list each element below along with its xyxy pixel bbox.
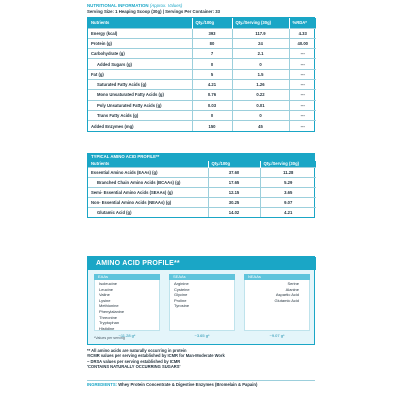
amino-qty-per-serving: 11.28	[260, 167, 316, 177]
eaas-column	[94, 274, 160, 338]
amino-nutrient-name: Essential Amino Acids (EAAs) (g)	[88, 167, 208, 177]
rda-value: 4.33	[289, 28, 316, 38]
header-nutrients: Nutrients	[88, 18, 192, 28]
nutrition-row	[88, 100, 316, 110]
ingredients-text: Whey Protein Concentrate & Digestive Enzymes (Bromelain & Papain)	[118, 382, 258, 387]
qty-per-serving: 45	[232, 121, 289, 131]
rda-value: ---	[289, 49, 316, 59]
footnote: #ICMR values per serving established by ICMR for Man-Moderate Work	[87, 353, 225, 359]
nutrition-row	[88, 69, 316, 79]
amino-qty-per-serving: 5.29	[260, 177, 316, 187]
amino-acid-item: Leucine	[99, 286, 114, 292]
eaas-total: ~11.28 g*	[118, 333, 136, 338]
amino-qty-per-serving: 9.07	[260, 197, 316, 207]
amino-header-per-serving: Qty./Serving (30g)	[260, 161, 316, 168]
amino-row	[88, 207, 316, 217]
rda-value: ---	[289, 69, 316, 79]
nutrition-title-sub: (Approx. Values)	[149, 3, 183, 8]
nutrient-name: Carbohydrate (g)	[88, 49, 192, 59]
nutrition-row	[88, 79, 316, 89]
nutrient-name: Protein (g)	[88, 38, 192, 48]
nutrition-row	[88, 49, 316, 59]
eaas-list	[94, 280, 160, 331]
header-per-serving: Qty./Serving (30g)	[232, 18, 289, 28]
eaas-column-head: EAAs	[94, 274, 160, 280]
rda-value: ---	[289, 79, 316, 89]
qty-per-100g: 0	[192, 59, 232, 69]
rda-value: ---	[289, 59, 316, 69]
qty-per-serving: 0	[232, 110, 289, 120]
amino-qty-per-100g: 12.15	[208, 187, 260, 197]
amino-header-per-100g: Qty./100g	[208, 161, 260, 168]
product-label	[87, 3, 315, 397]
amino-acid-item: Tyrosine	[174, 303, 190, 309]
qty-per-serving: 0.22	[232, 90, 289, 100]
amino-qty-per-serving: 4.21	[260, 207, 316, 217]
seaas-column-head: SEAAs	[169, 274, 235, 280]
rda-value: ---	[289, 110, 316, 120]
nutrient-name: Added Enzymes (mg)	[88, 121, 192, 131]
header-per-100g: Qty./100g	[192, 18, 232, 28]
amino-summary-title: TYPICAL AMINO ACID PROFILE**	[88, 154, 314, 161]
nutrition-row	[88, 90, 316, 100]
neaas-column-head: NEAAs	[244, 274, 310, 280]
seaas-total: ~3.65 g*	[194, 333, 210, 338]
amino-nutrient-name: Non- Essential Amino Acids (NEAAs) (g)	[88, 197, 208, 207]
footnote: 'CONTAINS NATURALLY OCCURRING SUGARS'	[87, 363, 181, 369]
amino-acid-item: Arginine	[174, 281, 189, 286]
amino-acid-item: Phenylalanine	[99, 308, 125, 314]
amino-header-nutrients: Nutrients	[88, 161, 208, 168]
amino-acid-item: Proline	[174, 297, 187, 303]
amino-acid-item: Serine	[287, 281, 299, 286]
qty-per-100g: 150	[192, 121, 232, 131]
rda-value: ---	[289, 100, 316, 110]
per-serving-note: *Values per serving	[94, 336, 125, 340]
qty-per-serving: 1.5	[232, 69, 289, 79]
qty-per-100g: 80	[192, 38, 232, 48]
footnotes	[87, 348, 315, 369]
amino-acid-item: Valine	[99, 292, 110, 298]
amino-qty-per-100g: 14.02	[208, 207, 260, 217]
amino-acid-item: Isoleucine	[99, 281, 118, 286]
qty-per-serving: 2.1	[232, 49, 289, 59]
ingredients-line	[87, 380, 315, 388]
qty-per-serving: 24	[232, 38, 289, 48]
amino-qty-per-100g: 17.65	[208, 177, 260, 187]
nutrition-title-text: NUTRITIONAL INFORMATION	[87, 3, 149, 8]
neaas-list	[244, 280, 310, 331]
amino-profile-banner: AMINO ACID PROFILE**	[88, 257, 316, 270]
footnote: ** All amino acids are naturally occurring in protein	[87, 348, 187, 353]
header-rda: %RDA*	[289, 18, 316, 28]
nutrient-name: Fat (g)	[88, 69, 192, 79]
amino-acid-item: Methionine	[99, 303, 119, 309]
amino-nutrient-name: Branched Chain Amino Acids (BCAAs) (g)	[88, 177, 208, 187]
neaas-total: ~9.07 g*	[269, 333, 285, 338]
rda-value: 40.00	[289, 38, 316, 48]
qty-per-serving: 117.9	[232, 28, 289, 38]
nutrient-name: Added Sugars (g)	[88, 59, 192, 69]
nutrition-row	[88, 38, 316, 48]
amino-nutrient-name: Glutamic Acid (g)	[88, 207, 208, 217]
nutrition-table	[87, 17, 315, 132]
nutrition-row	[88, 28, 316, 38]
qty-per-100g: 5	[192, 69, 232, 79]
amino-acid-item: Alanine	[285, 286, 299, 292]
ingredients-label: INGREDIENTS:	[87, 382, 118, 387]
qty-per-100g: 0	[192, 110, 232, 120]
amino-qty-per-100g: 37.60	[208, 167, 260, 177]
amino-row	[88, 187, 316, 197]
amino-row	[88, 167, 316, 177]
nutrient-name: Saturated Fatty Acids (g)	[88, 79, 192, 89]
amino-row	[88, 177, 316, 187]
nutrition-row	[88, 59, 316, 69]
qty-per-100g: 0.03	[192, 100, 232, 110]
amino-qty-per-100g: 30.25	[208, 197, 260, 207]
amino-acid-item: Tryptophan	[99, 320, 120, 326]
amino-acid-item: Threonine	[99, 314, 118, 320]
amino-acid-item: Aspartic Acid	[275, 292, 299, 298]
nutrition-row	[88, 121, 316, 131]
seaas-list	[169, 280, 235, 331]
amino-acid-item: Cysteine	[174, 286, 190, 292]
amino-acid-item: Histidine	[99, 325, 115, 331]
amino-acid-item: Glycine	[174, 292, 188, 298]
amino-row	[88, 197, 316, 207]
qty-per-100g: 4.21	[192, 79, 232, 89]
nutrient-name: Mono Unsaturated Fatty Acids (g)	[88, 90, 192, 100]
serving-info: Serving Size: 1 Heaping Scoop (30g) | Servings Per Container: 33	[87, 9, 221, 14]
neaas-column	[244, 274, 310, 338]
nutrition-header-row	[88, 18, 316, 28]
rda-value: ---	[289, 121, 316, 131]
nutrient-name: Energy (kcal)	[88, 28, 192, 38]
rda-value: ---	[289, 90, 316, 100]
qty-per-serving: 0	[232, 59, 289, 69]
amino-qty-per-serving: 3.65	[260, 187, 316, 197]
nutrient-name: Trans Fatty Acids (g)	[88, 110, 192, 120]
qty-per-100g: 7	[192, 49, 232, 59]
qty-per-serving: 1.26	[232, 79, 289, 89]
footnote: ~ DRSA values per serving established by ICMR	[87, 358, 181, 364]
qty-per-serving: 0.01	[232, 100, 289, 110]
amino-acid-item: Lysine	[99, 297, 111, 303]
amino-nutrient-name: Semi- Essential Amino Acids (SEAAs) (g)	[88, 187, 208, 197]
amino-acid-item: Glutamic Acid	[274, 297, 299, 303]
amino-summary-table	[87, 153, 315, 218]
qty-per-100g: 0.76	[192, 90, 232, 100]
qty-per-100g: 393	[192, 28, 232, 38]
nutrient-name: Poly Unsaturated Fatty Acids (g)	[88, 100, 192, 110]
seaas-column	[169, 274, 235, 338]
amino-profile-panel	[87, 256, 315, 345]
nutrition-row	[88, 110, 316, 120]
